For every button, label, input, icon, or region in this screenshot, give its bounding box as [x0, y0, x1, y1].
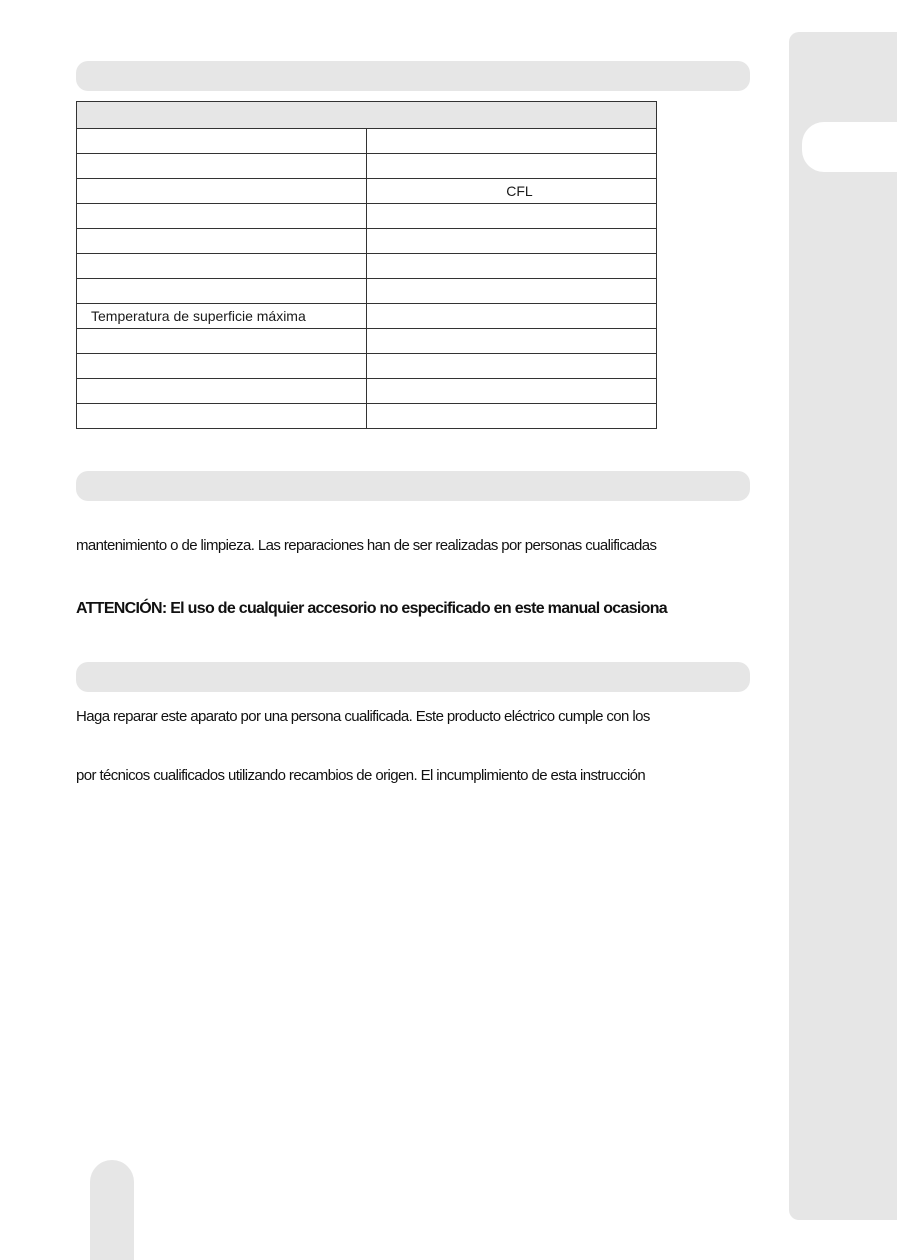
- spec-value: [367, 154, 657, 179]
- section-header-bar-repair: [76, 662, 750, 692]
- spec-label: [77, 129, 367, 154]
- table-row: [77, 404, 657, 429]
- spec-value: [367, 354, 657, 379]
- side-margin-strip: [789, 32, 897, 1220]
- spec-label: [77, 204, 367, 229]
- table-row: [77, 354, 657, 379]
- spec-value: [367, 254, 657, 279]
- spec-value: [367, 229, 657, 254]
- chapter-tab: [802, 122, 897, 172]
- spec-label: [77, 279, 367, 304]
- table-row: [77, 279, 657, 304]
- table-row: [77, 379, 657, 404]
- section-header-bar-maintenance: [76, 471, 750, 501]
- table-row: [77, 329, 657, 354]
- repair-paragraph-line: por técnicos cualificados utilizando recambios de origen. El incumplimiento de esta instrucción: [76, 767, 646, 784]
- warning-paragraph-line: ATTENCIÓN: El uso de cualquier accesorio no especificado en este manual ocasiona: [76, 600, 667, 617]
- table-row: [77, 154, 657, 179]
- spec-value: [367, 329, 657, 354]
- table-row: [77, 179, 657, 204]
- table-row: [77, 204, 657, 229]
- spec-label: [77, 404, 367, 429]
- spec-value: [367, 404, 657, 429]
- spec-label-max-surface-temperature: Temperatura de superficie máxima: [77, 304, 367, 329]
- table-header-cell: [77, 102, 657, 129]
- spec-label: [77, 329, 367, 354]
- repair-paragraph-line: Haga reparar este aparato por una persona cualificada. Este producto eléctrico cumple con los: [76, 708, 650, 725]
- spec-label: [77, 354, 367, 379]
- spec-value: [367, 379, 657, 404]
- spec-value-lamp-type: CFL: [367, 179, 657, 204]
- spec-label: [77, 254, 367, 279]
- spec-value: [367, 204, 657, 229]
- table-row: [77, 254, 657, 279]
- table-row: [77, 129, 657, 154]
- spec-value: [367, 279, 657, 304]
- specifications-table: [76, 101, 657, 429]
- section-header-bar-specifications: [76, 61, 750, 91]
- spec-label: [77, 229, 367, 254]
- maintenance-paragraph-line: mantenimiento o de limpieza. Las reparaciones han de ser realizadas por personas cualificadas: [76, 537, 657, 554]
- spec-label: [77, 179, 367, 204]
- spec-label: [77, 379, 367, 404]
- spec-value: [367, 129, 657, 154]
- page-number-tab: [90, 1160, 134, 1260]
- table-row: [77, 229, 657, 254]
- table-row: [77, 304, 657, 329]
- spec-label: [77, 154, 367, 179]
- table-header-row: [77, 102, 657, 129]
- spec-value: [367, 304, 657, 329]
